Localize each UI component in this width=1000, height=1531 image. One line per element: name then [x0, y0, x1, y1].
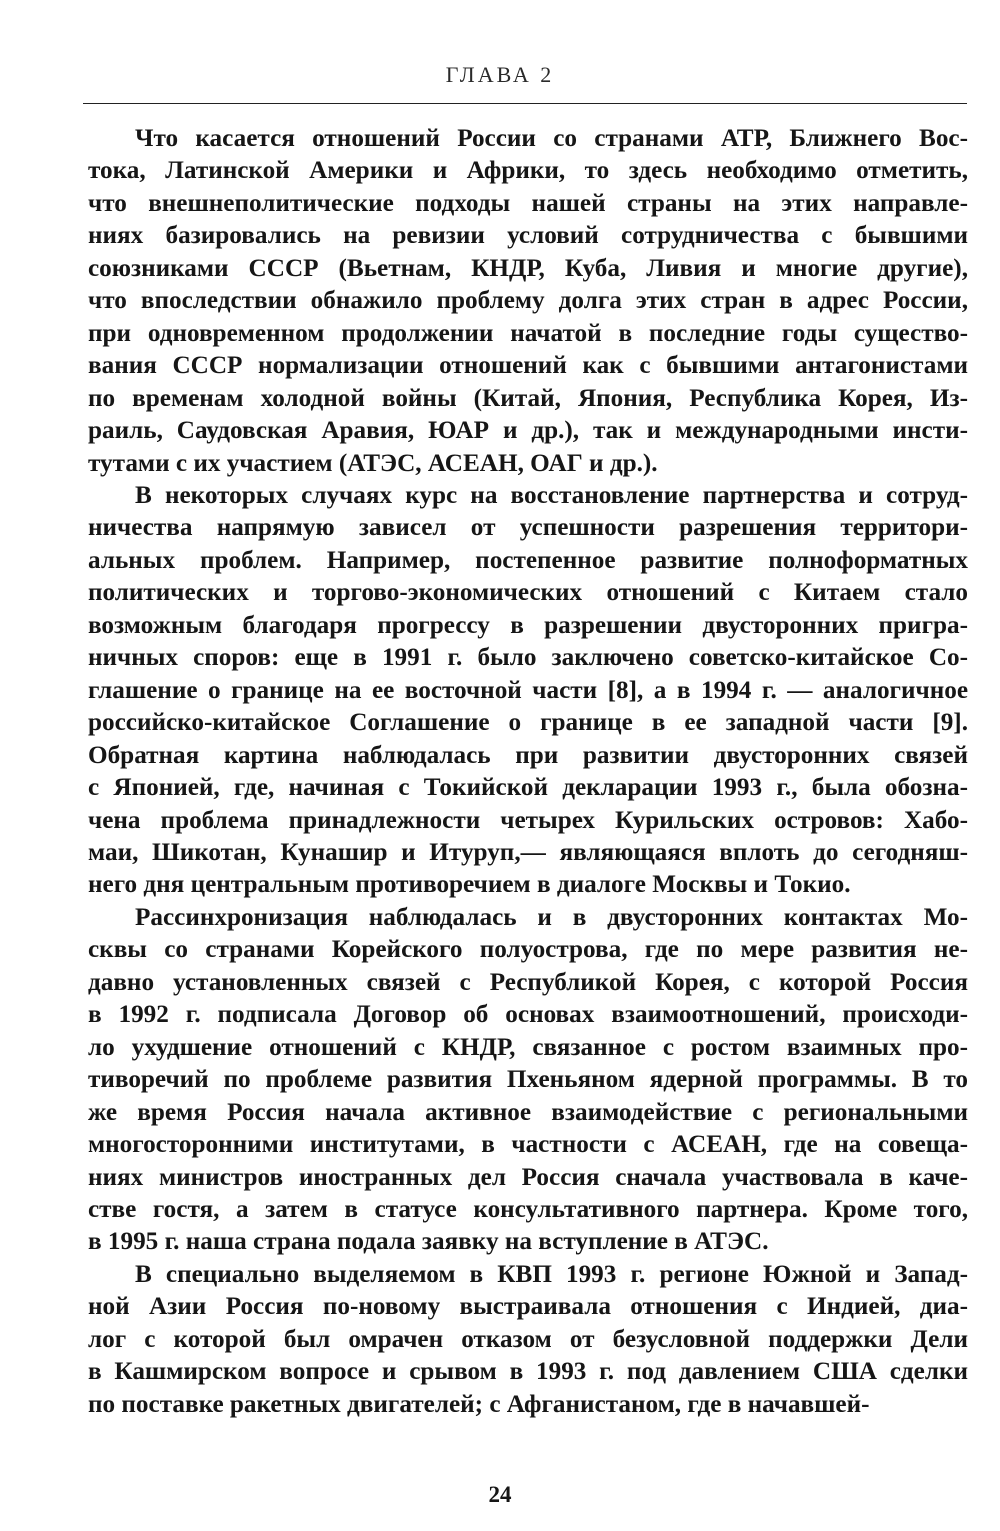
- text-line: в Кашмирском вопросе и срывом в 1993 г. под давлением США сделки: [88, 1358, 968, 1386]
- text-line: ничества напрямую зависел от успешности разрешения территори-: [88, 514, 968, 542]
- text-line: глашение о границе на ее восточной части [8], а в 1994 г. — аналогичное: [88, 676, 968, 704]
- text-line: ничных споров: еще в 1991 г. было заключено советско-китайское Со-: [88, 644, 968, 672]
- text-line: чена проблема принадлежности четырех Курильских островов: Хабо-: [88, 806, 968, 834]
- text-line: раиль, Саудовская Аравия, ЮАР и др.), так и международными инсти-: [88, 417, 968, 445]
- text-line: возможным благодаря прогрессу в разрешении двусторонних пригра-: [88, 611, 968, 639]
- text-line: ниях министров иностранных дел Россия сначала участвовала в каче-: [88, 1163, 968, 1191]
- paragraph-4: [88, 1259, 968, 1421]
- text-line: что внешнеполитические подходы нашей страны на этих направле-: [88, 189, 968, 217]
- paragraph-1: [88, 123, 968, 480]
- text-line: по временам холодной войны (Китай, Япония, Республика Корея, Из-: [88, 384, 968, 412]
- text-line: ной Азии Россия по-новому выстраивала отношения с Индией, диа-: [88, 1293, 968, 1321]
- running-header: ГЛАВА 2: [445, 62, 555, 87]
- text-line: альных проблем. Например, постепенное развитие полноформатных: [88, 546, 968, 574]
- text-body: [88, 123, 968, 1421]
- text-line: Что касается отношений России со странами АТР, Ближнего Вос-: [135, 125, 968, 152]
- text-line: по поставке ракетных двигателей; с Афганистаном, где в начавшей-: [88, 1390, 870, 1418]
- page-number: 24: [488, 1482, 512, 1507]
- text-line: В некоторых случаях курс на восстановление партнерства и сотруд-: [135, 481, 968, 509]
- paragraph-3: [88, 902, 968, 1259]
- text-line: сквы со странами Корейского полуострова, где по мере развития не-: [88, 936, 968, 964]
- text-line: союзниками СССР (Вьетнам, КНДР, Куба, Ливия и многие другие),: [88, 254, 968, 282]
- text-line: Обратная картина наблюдалась при развитии двусторонних связей: [88, 741, 968, 769]
- text-line: него дня центральным противоречием в диалоге Москвы и Токио.: [88, 871, 851, 899]
- text-line: российско-китайское Соглашение о границе в ее западной части [9].: [88, 709, 968, 737]
- text-line: же время Россия начала активное взаимодействие с региональными: [88, 1098, 968, 1126]
- text-line: в 1995 г. наша страна подала заявку на вступление в АТЭС.: [88, 1228, 769, 1256]
- text-line: ниях базировались на ревизии условий сотрудничества с бывшими: [88, 222, 968, 250]
- paragraph-2: [88, 480, 968, 902]
- header-rule: [83, 103, 967, 104]
- text-line: с Японией, где, начиная с Токийской декларации 1993 г., была обозна-: [88, 774, 968, 802]
- text-line: политических и торгово-экономических отношений с Китаем стало: [88, 579, 968, 607]
- text-line: давно установленных связей с Республикой Корея, с которой Россия: [88, 968, 968, 996]
- text-line: многосторонними институтами, в частности с АСЕАН, где на совеща-: [88, 1131, 968, 1159]
- text-line: стве гостя, а затем в статусе консультативного партнера. Кроме того,: [88, 1195, 968, 1223]
- text-line: тутами с их участием (АТЭС, АСЕАН, ОАГ и др.).: [88, 449, 658, 477]
- text-line: в 1992 г. подписала Договор об основах взаимоотношений, происходи-: [88, 1001, 968, 1029]
- text-line: лог с которой был омрачен отказом от безусловной поддержки Дели: [88, 1325, 968, 1353]
- text-line: Рассинхронизация наблюдалась и в двусторонних контактах Мо-: [135, 903, 968, 931]
- text-line: при одновременном продолжении начатой в последние годы существо-: [88, 319, 968, 347]
- text-line: маи, Шикотан, Кунашир и Итуруп,— являющаяся вплоть до сегодняш-: [88, 838, 968, 866]
- text-line: ло ухудшение отношений с КНДР, связанное с ростом взаимных про-: [88, 1033, 968, 1061]
- text-line: тиворечий по проблеме развития Пхеньяном ядерной программы. В то: [88, 1066, 968, 1094]
- text-line: вания СССР нормализации отношений как с бывшими антагонистами: [88, 352, 968, 380]
- text-line: тока, Латинской Америки и Африки, то здесь необходимо отметить,: [88, 157, 968, 185]
- text-line: что впоследствии обнажило проблему долга этих стран в адрес России,: [88, 287, 968, 315]
- text-line: В специально выделяемом в КВП 1993 г. регионе Южной и Запад-: [135, 1260, 968, 1288]
